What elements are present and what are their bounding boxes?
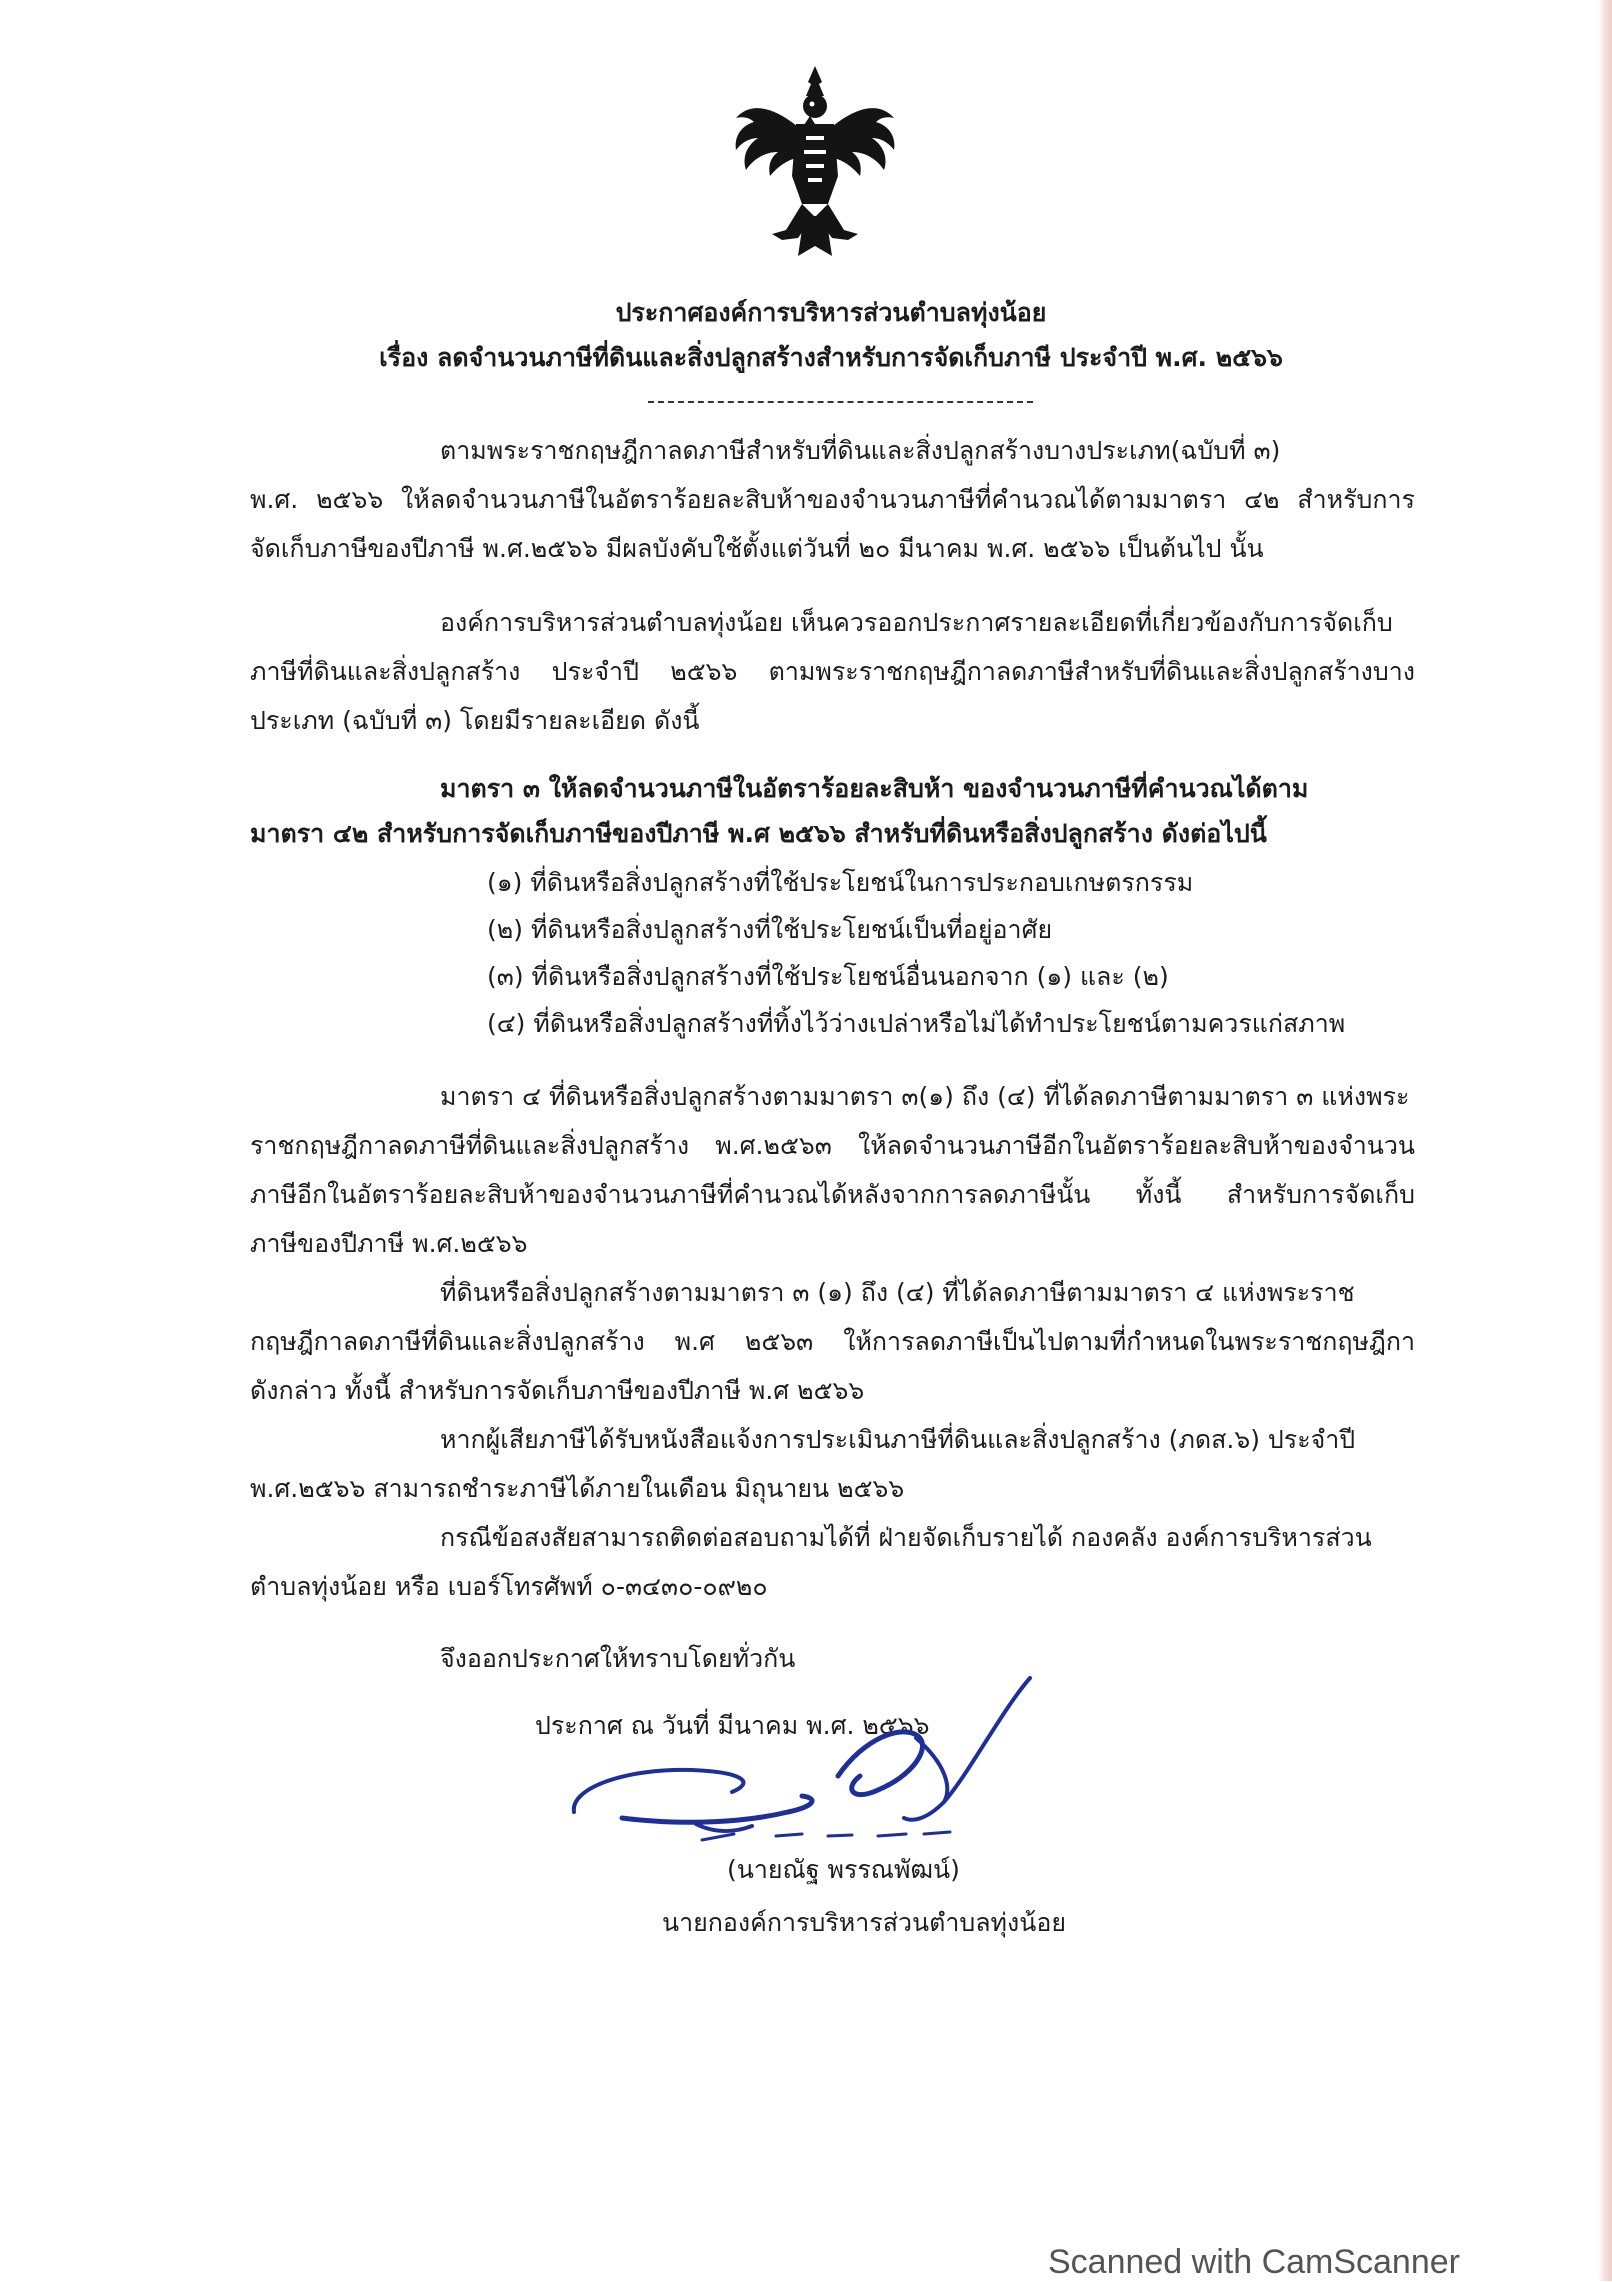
signature-icon bbox=[566, 1672, 1226, 1882]
section-4-line-1: มาตรา ๔ ที่ดินหรือสิ่งปลูกสร้างตามมาตรา ๓(๑) ถึง (๔) ที่ได้ลดภาษีตามมาตรา ๓ แห่งพระ bbox=[440, 1082, 1410, 1111]
title-divider bbox=[648, 401, 1033, 403]
list-item: (๒) ที่ดินหรือสิ่งปลูกสร้างที่ใช้ประโยชน์เป็นที่อยู่อาศัย bbox=[487, 915, 1053, 944]
paragraph-2-line-3: ประเภท (ฉบับที่ ๓) โดยมีรายละเอียด ดังนี้ bbox=[250, 706, 700, 735]
closing-statement: จึงออกประกาศให้ทราบโดยทั่วกัน bbox=[440, 1644, 796, 1673]
paragraph-6-line-2: พ.ศ.๒๕๖๖ สามารถชำระภาษีได้ภายในเดือน มิถุนายน ๒๕๖๖ bbox=[250, 1474, 905, 1503]
paragraph-2-line-2: ภาษีที่ดินและสิ่งปลูกสร้าง ประจำปี ๒๕๖๖ ตามพระราชกฤษฎีกาลดภาษีสำหรับที่ดินและสิ่งปลูกสร้างบาง bbox=[250, 657, 1415, 686]
subject-text: ลดจำนวนภาษีที่ดินและสิ่งปลูกสร้างสำหรับการจัดเก็บภาษี ประจำปี พ.ศ. ๒๕๖๖ bbox=[437, 343, 1283, 372]
list-item: (๓) ที่ดินหรือสิ่งปลูกสร้างที่ใช้ประโยชน์อื่นนอกจาก (๑) และ (๒) bbox=[487, 962, 1169, 991]
paragraph-6-line-1: หากผู้เสียภาษีได้รับหนังสือแจ้งการประเมินภาษีที่ดินและสิ่งปลูกสร้าง (ภดส.๖) ประจำปี bbox=[440, 1425, 1356, 1454]
paragraph-5-line-2: กฤษฎีกาลดภาษีที่ดินและสิ่งปลูกสร้าง พ.ศ ๒๕๖๓ ให้การลดภาษีเป็นไปตามที่กำหนดในพระราชกฤษฎีกา bbox=[250, 1327, 1415, 1356]
paragraph-1-line-1: ตามพระราชกฤษฎีกาลดภาษีสำหรับที่ดินและสิ่งปลูกสร้างบางประเภท(ฉบับที่ ๓) bbox=[440, 436, 1281, 465]
section-3-line-2: มาตรา ๔๒ สำหรับการจัดเก็บภาษีของปีภาษี พ.ศ ๒๕๖๖ สำหรับที่ดินหรือสิ่งปลูกสร้าง ดังต่อไปนี้ bbox=[250, 819, 1267, 848]
signer-title: นายกองค์การบริหารส่วนตำบลทุ่งน้อย bbox=[662, 1908, 1066, 1937]
paragraph-5-line-3: ดังกล่าว ทั้งนี้ สำหรับการจัดเก็บภาษีของปีภาษี พ.ศ ๒๕๖๖ bbox=[250, 1376, 865, 1405]
paragraph-7-line-1: กรณีข้อสงสัยสามารถติดต่อสอบถามได้ที่ ฝ่ายจัดเก็บรายได้ กองคลัง องค์การบริหารส่วน bbox=[440, 1523, 1372, 1552]
paragraph-1-line-3: จัดเก็บภาษีของปีภาษี พ.ศ.๒๕๖๖ มีผลบังคับใช้ตั้งแต่วันที่ ๒๐ มีนาคม พ.ศ. ๒๕๖๖ เป็นต้นไป นั้น bbox=[250, 534, 1264, 563]
camscanner-watermark: Scanned with CamScanner bbox=[1047, 2243, 1460, 2281]
list-item: (๔) ที่ดินหรือสิ่งปลูกสร้างที่ทิ้งไว้ว่างเปล่าหรือไม่ได้ทำประโยชน์ตามควรแก่สภาพ bbox=[487, 1009, 1346, 1038]
section-3-line-1: มาตรา ๓ ให้ลดจำนวนภาษีในอัตราร้อยละสิบห้า ของจำนวนภาษีที่คำนวณได้ตาม bbox=[440, 774, 1309, 803]
announcement-title: ประกาศองค์การบริหารส่วนตำบลทุ่งน้อย bbox=[615, 298, 1047, 327]
announcement-subject bbox=[246, 341, 1416, 375]
paragraph-7-line-2: ตำบลทุ่งน้อย หรือ เบอร์โทรศัพท์ ๐-๓๔๓๐-๐๙๒๐ bbox=[250, 1572, 768, 1601]
paragraph-5-line-1: ที่ดินหรือสิ่งปลูกสร้างตามมาตรา ๓ (๑) ถึง (๔) ที่ได้ลดภาษีตามมาตรา ๔ แห่งพระราช bbox=[440, 1278, 1355, 1307]
section-4-line-2: ราชกฤษฎีกาลดภาษีที่ดินและสิ่งปลูกสร้าง พ.ศ.๒๕๖๓ ให้ลดจำนวนภาษีอีกในอัตราร้อยละสิบห้าของจำนวน bbox=[250, 1131, 1415, 1160]
garuda-emblem-icon bbox=[732, 66, 898, 260]
section-4-line-4: ภาษีของปีภาษี พ.ศ.๒๕๖๖ bbox=[250, 1229, 528, 1258]
subject-label: เรื่อง bbox=[379, 343, 429, 372]
section-4-line-3: ภาษีอีกในอัตราร้อยละสิบห้าของจำนวนภาษีที่คำนวณได้หลังจากการลดภาษีนั้น ทั้งนี้ สำหรับการจัดเก็บ bbox=[250, 1180, 1415, 1209]
paragraph-2-line-1: องค์การบริหารส่วนตำบลทุ่งน้อย เห็นควรออกประกาศรายละเอียดที่เกี่ยวข้องกับการจัดเก็บ bbox=[440, 608, 1393, 637]
paragraph-1-line-2: พ.ศ. ๒๕๖๖ ให้ลดจำนวนภาษีในอัตราร้อยละสิบห้าของจำนวนภาษีที่คำนวณได้ตามมาตรา ๔๒ สำหรับการ bbox=[250, 485, 1415, 514]
scan-edge bbox=[1598, 0, 1612, 2281]
announcement-date: ประกาศ ณ วันที่ มีนาคม พ.ศ. ๒๕๖๖ bbox=[535, 1711, 930, 1740]
list-item: (๑) ที่ดินหรือสิ่งปลูกสร้างที่ใช้ประโยชน์ในการประกอบเกษตรกรรม bbox=[487, 868, 1194, 897]
signer-name: (นายณัฐ พรรณพัฒน์) bbox=[727, 1855, 960, 1884]
